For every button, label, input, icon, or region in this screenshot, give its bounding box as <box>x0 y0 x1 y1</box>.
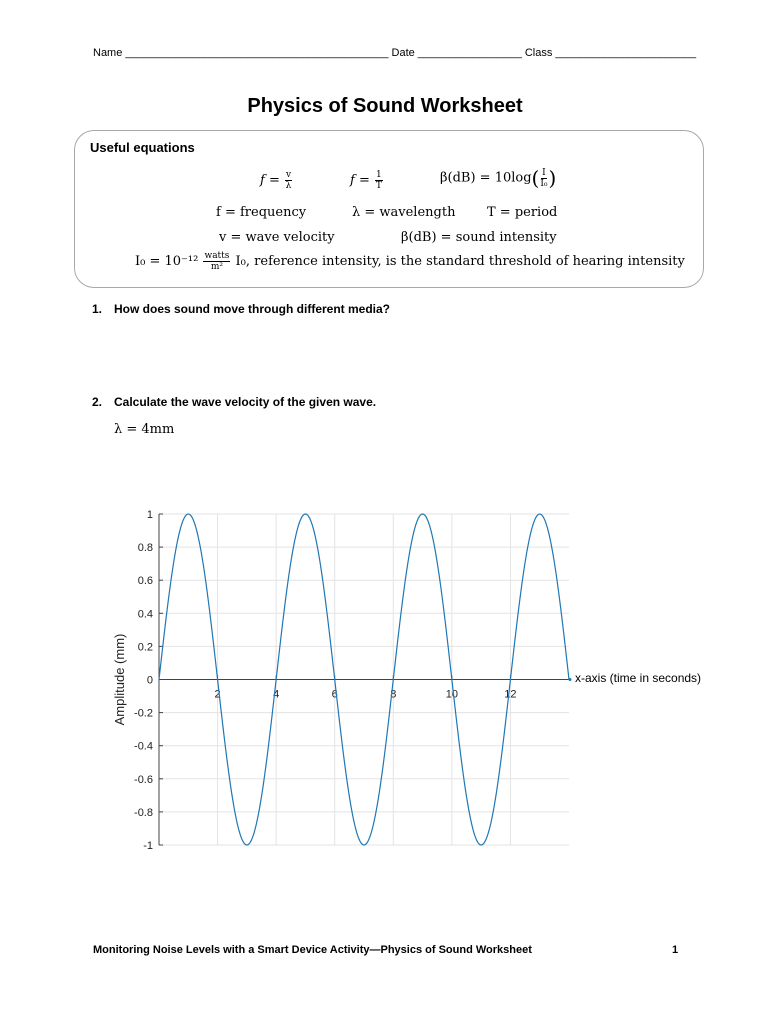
watts-per-m2-fraction <box>203 251 230 272</box>
y-tick-label-1: 0.8 <box>137 542 153 555</box>
x-tick-label-4: 10 <box>445 688 458 701</box>
x-tick-label-0: 2 <box>214 688 221 701</box>
question-2 <box>92 395 376 409</box>
y-tick-label-4: 0.2 <box>137 641 153 654</box>
x-tick-label-3: 8 <box>390 688 397 701</box>
question-2-text: Calculate the wave velocity of the given wave. <box>114 395 377 409</box>
frequency-definition: f = frequency <box>216 205 307 220</box>
y-tick-label-5: 0 <box>146 674 153 687</box>
wave-chart <box>100 500 575 855</box>
x-tick-label-2: 6 <box>331 688 338 701</box>
student-info-line: Name ___________________________________________ Date _________________ Class _______________________ <box>93 47 697 59</box>
eq-f-symbol-2: f <box>350 173 355 188</box>
y-tick-label-6: -0.2 <box>134 707 153 720</box>
question-1-text: How does sound move through different media? <box>114 302 391 316</box>
wavelength-definition: λ = wavelength <box>352 205 456 220</box>
y-axis-label: Amplitude (mm) <box>112 633 127 726</box>
footer-title: Monitoring Noise Levels with a Smart Device Activity—Physics of Sound Worksheet <box>93 944 532 956</box>
reference-intensity-lhs: I₀ = 10⁻¹² <box>135 254 199 269</box>
v-over-lambda-fraction <box>285 170 292 191</box>
frac-numerator-one: 1 <box>375 170 382 180</box>
frac-denominator-m2: m² <box>210 262 224 272</box>
question-2-number: 2. <box>92 395 103 409</box>
question-1-number: 1. <box>92 302 103 316</box>
velocity-definition: v = wave velocity <box>219 230 335 245</box>
eq-f-symbol: f <box>260 173 265 188</box>
i-over-i0-fraction <box>540 168 547 189</box>
frac-denominator-i0: I₀ <box>540 178 548 189</box>
decibel-equation: β(dB) = 10log( $\frac{I}{\text{I₀}}$ ) <box>440 166 557 190</box>
y-tick-label-0: 1 <box>146 509 153 521</box>
y-tick-label-7: -0.4 <box>134 740 153 753</box>
equations-heading: Useful equations <box>90 140 195 155</box>
frequency-period-equation: f = $\frac{1}{T}$ <box>350 170 382 191</box>
one-over-t-fraction <box>375 170 383 191</box>
frac-denominator-t: T <box>375 181 382 191</box>
frequency-wavelength-equation: f = $\frac{v}{\lambda}$ <box>260 170 292 191</box>
sound-intensity-definition: β(dB) = sound intensity <box>401 230 557 245</box>
page-number: 1 <box>672 944 679 956</box>
y-tick-label-2: 0.6 <box>137 575 153 588</box>
frac-numerator-v: v <box>285 170 292 180</box>
reference-intensity-text: I₀, reference intensity, is the standard threshold of hearing intensity <box>235 254 685 269</box>
frac-numerator-i: I <box>542 167 546 178</box>
page-title: Physics of Sound Worksheet <box>247 95 523 117</box>
question-1 <box>92 302 390 316</box>
y-tick-label-9: -0.8 <box>134 806 153 819</box>
y-tick-label-10: -1 <box>143 840 153 852</box>
frac-denominator-lambda: λ <box>285 181 292 191</box>
x-axis-end-marker <box>569 678 572 681</box>
x-axis-note: x-axis (time in seconds) <box>575 671 702 685</box>
x-tick-label-1: 4 <box>273 688 280 701</box>
x-tick-label-5: 12 <box>504 688 517 701</box>
decibel-lhs: β(dB) = 10log <box>440 170 532 186</box>
y-tick-label-8: -0.6 <box>134 773 153 786</box>
given-wavelength: λ = 4mm <box>114 422 175 437</box>
period-definition: T = period <box>487 205 558 220</box>
reference-intensity-row <box>135 251 685 272</box>
frac-numerator-watts: watts <box>204 251 230 261</box>
y-tick-label-3: 0.4 <box>137 608 153 621</box>
